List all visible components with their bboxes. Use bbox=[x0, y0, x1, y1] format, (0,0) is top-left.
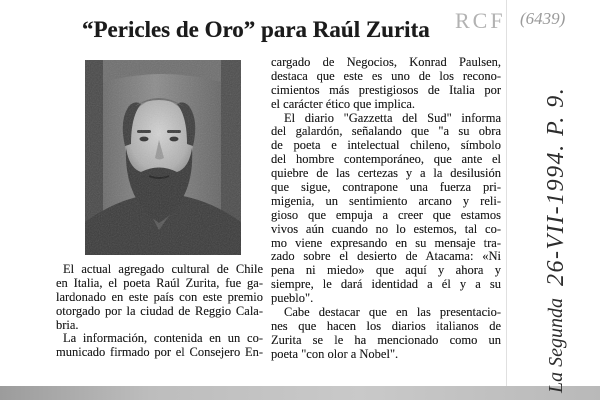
right-column bbox=[271, 56, 501, 362]
paragraph bbox=[271, 56, 501, 112]
article-text-line: cargado de Negocios, Konrad Paulsen, bbox=[271, 56, 501, 69]
article-text-line: pena ni miedo» que aquí y ahora y bbox=[271, 264, 501, 278]
article-text-line: que sigue, contrapone una fuerza pri- bbox=[271, 181, 501, 195]
article-text-line: lardonado en este país con este premio bbox=[56, 290, 263, 304]
left-column bbox=[56, 263, 263, 360]
article-text-line: mo viene expresando en su mensaje tra- bbox=[271, 236, 501, 250]
portrait-photo bbox=[85, 60, 241, 255]
handwritten-date-page: 26-VII-1994. P. 9. bbox=[542, 86, 569, 286]
article-text-line: cimientos más prestigiosos de Italia por bbox=[271, 83, 501, 97]
article-text-line: zado sobre el desierto de Atacama: «Ni bbox=[271, 250, 501, 264]
handwritten-source: La Segunda bbox=[544, 298, 567, 393]
article-text-line: quiebre de las certezas y a la desilusión bbox=[271, 167, 501, 181]
paragraph bbox=[56, 263, 263, 332]
scan-shadow-band bbox=[0, 386, 600, 400]
article-text-line: La información, contenida en un co- bbox=[63, 332, 263, 346]
article-text-line: pueblo". bbox=[271, 292, 314, 306]
article-text-line: migenia, un sentimiento arcano y reli- bbox=[271, 194, 501, 208]
clipping-edge bbox=[506, 0, 507, 386]
photo-grain bbox=[85, 60, 241, 255]
article-text-line: Cabe destacar que en las presentacio- bbox=[284, 306, 501, 320]
article-text-line: municado firmado por el Consejero En- bbox=[56, 346, 263, 360]
article-text-line: gioso que empuja a creer que estamos bbox=[271, 208, 501, 222]
article-text-line: El diario "Gazzetta del Sud" informa bbox=[284, 111, 501, 125]
article-text-line: poeta "con olor a Nobel". bbox=[271, 347, 399, 361]
article-text-line: vivos aún cuando no lo estemos, tal co- bbox=[271, 222, 501, 236]
article-text-line: el carácter ético que implica. bbox=[271, 97, 416, 111]
article-text-line: del hombre contemporáneo, que ante el bbox=[271, 153, 501, 167]
article-text-line: bria. bbox=[56, 318, 79, 332]
article-text-line: del galardón, señalando que "a su obra bbox=[271, 125, 501, 139]
article-text-line: destaca que este es uno de los recono- bbox=[271, 69, 501, 83]
article-text-line: siempre, le dará identidad a él y a su bbox=[271, 278, 501, 292]
article-text-line: otorgado por la ciudad de Reggio Cala- bbox=[56, 304, 263, 318]
article-text-line: de poeta e intelectual chileno, símbolo bbox=[271, 139, 501, 153]
handwritten-source-note bbox=[536, 83, 576, 393]
paragraph bbox=[271, 112, 501, 306]
article-text-line: Zurita se le ha mencionado como un bbox=[271, 333, 501, 347]
catalog-number: (6439) bbox=[520, 9, 566, 28]
paragraph bbox=[56, 332, 263, 360]
article-headline: “Pericles de Oro” para Raúl Zurita bbox=[82, 17, 430, 42]
article-text-line: en Italia, el poeta Raúl Zurita, fue ga- bbox=[56, 276, 263, 290]
article-text-line: El actual agregado cultural de Chile bbox=[63, 263, 263, 276]
article-text-line: nes que hacen los diarios italianos de bbox=[271, 319, 501, 333]
stamp-mark: RCF bbox=[455, 8, 506, 33]
paragraph bbox=[271, 306, 501, 362]
